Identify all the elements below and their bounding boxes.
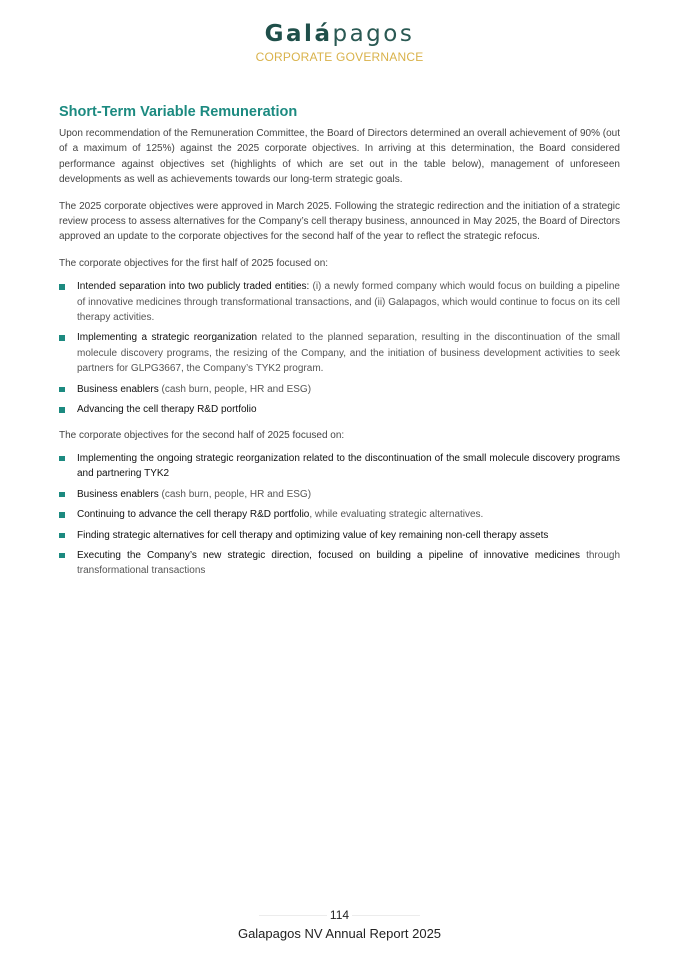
first-half-intro: The corporate objectives for the first half of 2025 focused on:	[59, 257, 329, 269]
item-highlight: Implementing a strategic reorganization	[77, 332, 258, 344]
first-half-list	[59, 279, 620, 417]
item-highlight: Business enablers	[77, 383, 159, 395]
square-bullet-icon	[59, 492, 65, 498]
second-half-intro: The corporate objectives for the second half of 2025 focused on:	[59, 429, 345, 441]
square-bullet-icon	[59, 387, 65, 393]
item-text: (cash burn, people, HR and ESG)	[158, 488, 312, 500]
square-bullet-icon	[59, 335, 65, 341]
list-item	[59, 548, 620, 579]
list-item	[59, 279, 620, 325]
paragraph-objectives-update: The 2025 corporate objectives were approved in March 2025. Following the strategic redirection and the initiation of a strategic review process to assess alternatives for the Company’s cell therapy business, announced in May 2025, the Board of Directors approved an update to the corporate objectives for the second half of the year to reflect the strategic refocus.	[59, 200, 620, 243]
logo-text-light: pagos	[332, 21, 415, 47]
second-half-list	[59, 451, 620, 579]
item-highlight: Advancing the cell therapy R&D portfolio	[77, 404, 257, 416]
item-text: (cash burn, people, HR and ESG)	[158, 383, 312, 395]
page-number: 114	[327, 908, 352, 922]
item-text: (i) a newly formed company which would focus on building a pipeline of innovative medicines through transformational transactions, and (ii) Galapagos, which would continue to focus on its cell therapy activities.	[77, 281, 620, 324]
section-label: CORPORATE GOVERNANCE	[255, 50, 424, 64]
square-bullet-icon	[59, 284, 65, 290]
item-highlight: Implementing the ongoing strategic reorganization related to the discontinuation of the small molecule discovery programs and partnering TYK2	[77, 452, 620, 480]
square-bullet-icon	[59, 407, 65, 413]
list-item	[59, 528, 620, 543]
item-text: , while evaluating strategic alternatives.	[309, 509, 484, 521]
square-bullet-icon	[59, 533, 65, 539]
page-header	[0, 20, 679, 64]
galapagos-logo	[0, 20, 679, 48]
main-content	[59, 104, 620, 589]
list-item	[59, 330, 620, 376]
item-text: related to the planned separation, resulting in the discontinuation of the small molecule discovery programs, the resizing of the Company, and the initiation of business development activities to seek partners for GLPG3667, the Company’s TYK2 program.	[77, 332, 621, 375]
item-highlight: Executing the Company’s new strategic direction, focused on building a pipeline of innovative medicines	[77, 549, 580, 561]
paragraph-achievement: Upon recommendation of the Remuneration Committee, the Board of Directors determined an overall achievement of 90% (out of a maximum of 125%) against the 2025 corporate objectives. In arriving at this determination, the Board considered performance against objectives set (highlights of which are set out in the table below), management of unforeseen developments as well as achievements towards our long-term strategic goals.	[59, 128, 620, 186]
list-item	[59, 451, 620, 482]
list-item	[59, 402, 620, 417]
list-item	[59, 507, 620, 522]
page-footer	[0, 906, 679, 941]
item-highlight: Intended separation into two publicly traded entities:	[77, 281, 310, 293]
square-bullet-icon	[59, 512, 65, 518]
item-text: through transformational transactions	[77, 549, 621, 577]
list-item	[59, 487, 620, 502]
logo-text-bold: Galá	[264, 21, 333, 47]
section-heading: Short-Term Variable Remuneration	[59, 104, 298, 120]
square-bullet-icon	[59, 553, 65, 559]
list-item	[59, 382, 620, 397]
item-highlight: Business enablers	[77, 488, 159, 500]
report-title: Galapagos NV Annual Report 2025	[237, 926, 442, 941]
square-bullet-icon	[59, 456, 65, 462]
item-highlight: Finding strategic alternatives for cell therapy and optimizing value of key remaining non-cell therapy assets	[77, 529, 549, 541]
item-highlight: Continuing to advance the cell therapy R&D portfolio	[77, 509, 310, 521]
